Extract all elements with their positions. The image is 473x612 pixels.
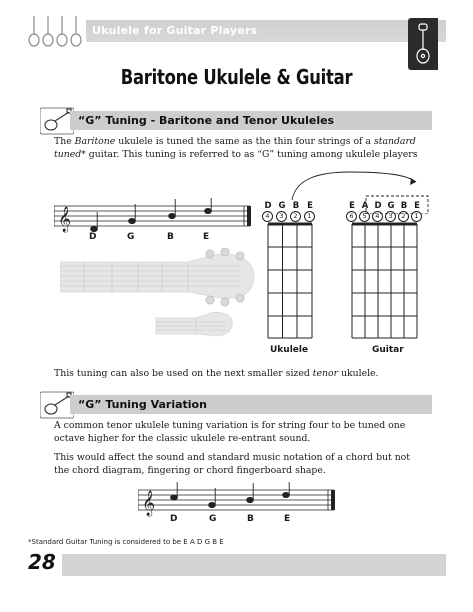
treble-clef-icon: 𝄞	[142, 491, 156, 516]
ukulele-label: Ukulele	[270, 345, 309, 355]
guitar-string-number: 3	[385, 211, 396, 222]
section-header-g-tuning	[40, 106, 432, 136]
section-header-g-variation	[40, 390, 432, 420]
guitar-string-name: E	[349, 201, 355, 211]
ukulele-string-name: B	[292, 201, 300, 211]
paragraph-baritone-intro: The Baritone ukulele is tuned the same as the thin four strings of a standard tuned* guitar. This tuning is referred to as “G” tuning among ukulele players	[54, 136, 418, 160]
note-label: E	[284, 514, 291, 524]
ukulele-icons-header	[26, 14, 84, 48]
guitar-string-name: B	[400, 201, 408, 211]
page-number: 28	[28, 550, 56, 574]
ukulele-string-name: G	[278, 201, 286, 211]
guitar-icon	[40, 390, 74, 420]
section-bar	[70, 395, 432, 414]
paragraph-tenor-note: This tuning can also be used on the next smaller sized tenor ukulele.	[54, 368, 379, 379]
section-bar	[70, 111, 432, 130]
book-title: Ukulele for Guitar Players	[92, 24, 258, 37]
footer-bar	[62, 554, 446, 576]
guitar-string-number: 2	[398, 211, 409, 222]
chapter-tab	[408, 18, 438, 70]
paragraph-variation-2: This would affect the sound and standard music notation of a chord but not the chord diagram, fingering or chord fingerboard shape.	[54, 452, 411, 476]
guitar-string-name: D	[374, 201, 382, 211]
ukulele-string-name: E	[307, 201, 313, 211]
ukulele-string-number: 1	[304, 211, 315, 222]
guitar-icon	[40, 106, 74, 136]
guitar-string-number: 6	[346, 211, 357, 222]
ukulele-string-number: 2	[290, 211, 301, 222]
guitar-string-name: G	[387, 201, 395, 211]
ukulele-string-name: D	[264, 201, 272, 211]
section-title: “G” Tuning Variation	[78, 398, 207, 411]
note-label: B	[247, 514, 254, 524]
note-label: G	[209, 514, 217, 524]
header-bar	[86, 20, 446, 42]
guitar-string-name: E	[414, 201, 420, 211]
tuning-arrow-icon	[280, 166, 440, 214]
guitar-string-number: 5	[359, 211, 370, 222]
treble-clef-icon: 𝄞	[58, 207, 72, 232]
ukulele-chord-diagram	[262, 222, 318, 344]
note-label: E	[203, 232, 210, 242]
note-label: B	[167, 232, 174, 242]
music-staff-g-tuning	[54, 198, 254, 234]
ukulele-string-number: 3	[276, 211, 287, 222]
guitar-label: Guitar	[372, 345, 404, 355]
paragraph-variation-1: A common tenor ukulele tuning variation is for string four to be tuned one octave higher for the classic ukulele re-entrant sound.	[54, 420, 406, 444]
note-label: D	[89, 232, 97, 242]
page-title: Baritone Ukulele & Guitar	[120, 65, 353, 89]
guitar-string-number: 4	[372, 211, 383, 222]
guitar-string-number: 1	[411, 211, 422, 222]
music-staff-g-variation	[138, 482, 338, 518]
guitar-string-name: A	[361, 201, 369, 211]
footnote: *Standard Guitar Tuning is considered to be E A D G B E	[28, 538, 224, 546]
ukulele-string-number: 4	[262, 211, 273, 222]
section-title: “G” Tuning - Baritone and Tenor Ukuleles	[78, 114, 335, 127]
guitar-neck-illustration	[60, 248, 260, 344]
note-label: G	[127, 232, 135, 242]
guitar-chord-diagram	[346, 222, 426, 344]
note-label: D	[170, 514, 178, 524]
ukulele-tab-icon	[408, 18, 438, 70]
